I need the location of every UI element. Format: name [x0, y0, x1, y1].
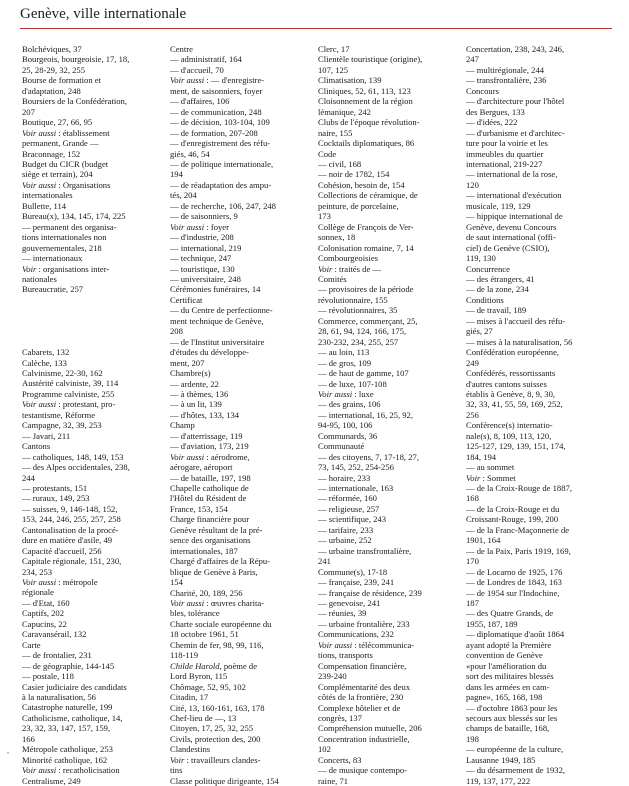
index-line: 119, 130	[466, 253, 496, 264]
index-line: Centralisme, 249	[22, 775, 81, 786]
index-line: Bullette, 114	[22, 200, 67, 211]
index-line: sort des militaires blessés	[466, 671, 554, 682]
index-line: — urbaine, 252	[318, 535, 372, 546]
index-line: Genève, devenu Concours	[466, 221, 557, 232]
index-line: — diplomatique d'août 1864	[466, 629, 565, 640]
index-line: 118-119	[170, 650, 199, 661]
index-line: — de travail, 189	[466, 305, 527, 316]
index-line: 94-95, 100, 106	[318, 420, 373, 431]
index-line: — d'architecture pour l'hôtel	[466, 96, 565, 107]
index-line: Voir : Sommet	[466, 472, 516, 483]
index-line: Concertation, 238, 243, 246,	[466, 44, 565, 54]
index-line: — de communication, 248	[170, 106, 262, 117]
index-line: — ruraux, 149, 253	[22, 493, 90, 504]
index-line: Lausanne 1949, 185	[466, 754, 536, 765]
index-line: Campagne, 32, 39, 253	[22, 420, 102, 431]
index-line: Collège de François de Ver-	[318, 221, 414, 232]
index-line: — internationale, 163	[318, 483, 394, 494]
index-line: Concurrence	[466, 263, 510, 274]
index-line: Bolchéviques, 37	[22, 44, 82, 54]
index-line: — international, 219	[170, 242, 242, 253]
index-line: Boutique, 27, 66, 95	[22, 117, 93, 128]
page-header-title: Genève, ville internationale	[20, 6, 187, 22]
index-line: Catholicisme, catholique, 14,	[22, 712, 123, 723]
index-line: ciel) de Genève (CSIO),	[466, 242, 550, 253]
index-line: Voir aussi : protestant, pro-	[22, 399, 116, 410]
index-line: — d'affaires, 106	[170, 96, 230, 107]
index-line: — française de résidence, 239	[318, 587, 422, 598]
index-line: — de Locarno de 1925, 176	[466, 566, 563, 577]
index-line: 18 octobre 1961, 51	[170, 629, 239, 640]
index-line: — d'atterrissage, 119	[170, 430, 243, 441]
index-line: — protestants, 151	[22, 482, 88, 493]
index-line: — hippique international de	[466, 211, 563, 222]
index-line: 184, 194	[466, 451, 497, 462]
index-line: Cohésion, besoin de, 154	[318, 179, 405, 190]
index-line: Voir aussi : — d'enregistre-	[170, 75, 265, 86]
index-line: 249	[466, 357, 479, 368]
index-line: — urbaine frontalière, 233	[318, 618, 410, 629]
index-line: tins	[170, 765, 183, 776]
index-line: — d'accueil, 70	[170, 64, 224, 75]
index-line: 166	[22, 733, 35, 744]
index-line: 23, 32, 33, 147, 157, 159,	[22, 723, 111, 734]
header-rule	[20, 28, 612, 29]
index-line: — française, 239, 241	[318, 577, 395, 588]
index-line: Voir aussi : métropole	[22, 577, 98, 588]
index-line	[22, 326, 169, 336]
index-line: testantisme, Réforme	[22, 409, 96, 420]
index-line: gouvernementales, 218	[22, 242, 102, 253]
index-line: révolutionnaire, 155	[318, 294, 388, 305]
index-line: international, 219-227	[466, 158, 543, 169]
index-line: — ardente, 22	[170, 378, 219, 389]
index-line: champs de bataille, 168,	[466, 723, 550, 734]
index-line: à la naturalisation, 56	[22, 692, 96, 703]
index-line: Citadin, 17	[170, 692, 209, 703]
index-line: immeubles du quartier	[466, 148, 544, 159]
index-line: 28, 61, 94, 124, 166, 175,	[318, 326, 407, 337]
index-line: régionale	[22, 587, 54, 598]
index-line: — au sommet	[466, 462, 515, 473]
index-line: — de décision, 103-104, 109	[170, 117, 270, 128]
index-line: — horaire, 233	[318, 472, 371, 483]
index-line: l'Hôtel du Résident de	[170, 493, 247, 504]
index-line: Bourgeois, bourgeoisie, 17, 18,	[22, 54, 130, 65]
index-line: Chemin de fer, 98, 99, 116,	[170, 639, 264, 650]
index-line: — de formation, 207-208	[170, 127, 258, 138]
index-line: Chapelle catholique de	[170, 483, 249, 494]
index-line: — d'enregistrement des réfu-	[170, 138, 271, 149]
index-line: Genève résultant de la pré-	[170, 524, 263, 535]
index-line: Conditions	[466, 294, 504, 305]
index-line: pagne», 165, 168, 198	[466, 692, 543, 703]
index-line: Cocktails diplomatiques, 86	[318, 138, 415, 149]
index-line: Communauté	[318, 441, 365, 452]
index-line: — réformée, 160	[318, 493, 377, 504]
index-line	[22, 295, 169, 305]
index-line: Voir : organisations inter-	[22, 263, 110, 274]
index-line: — administratif, 164	[170, 54, 242, 65]
index-line: permanent, Grande —	[22, 138, 99, 149]
index-line	[22, 305, 169, 315]
index-line: 256	[466, 409, 479, 420]
index-line: — des étrangers, 41	[466, 273, 535, 284]
index-line: — postale, 118	[22, 671, 74, 682]
index-line: — des Quatre Grands, de	[466, 608, 554, 619]
index-line: Croissant-Rouge, 199, 200	[466, 514, 559, 525]
index-line: 1901, 164	[466, 535, 501, 546]
index-line: 194	[170, 169, 183, 180]
index-line: 230-232, 234, 255, 257	[318, 336, 399, 347]
index-line: 239-240	[318, 671, 347, 682]
index-line: Conférence(s) internatio-	[466, 420, 553, 431]
index-line: 107, 125	[318, 64, 349, 75]
index-line: — d'urbanisme et d'architec-	[466, 127, 565, 138]
index-line: Childe Harold, poème de	[170, 660, 258, 671]
index-column-3	[318, 44, 465, 786]
index-line: ayant adopté la Première	[466, 639, 552, 650]
index-line: tions internationales non	[22, 232, 107, 243]
index-line: 120	[466, 179, 479, 190]
index-line: 170	[466, 556, 479, 567]
index-line: Minorité catholique, 162	[22, 754, 108, 765]
index-line: raine, 71	[318, 775, 349, 786]
index-line: — de 1954 sur l'Indochine,	[466, 587, 560, 598]
index-line: Concerts, 83	[318, 754, 362, 765]
index-line: — réunies, 39	[318, 608, 367, 619]
index-line: Caravansérail, 132	[22, 629, 87, 640]
index-line: ment, de saisonniers, foyer	[170, 85, 263, 96]
index-line: 234, 253	[22, 566, 53, 577]
index-line: — du désarmement de 1932,	[466, 765, 566, 776]
index-line: dans les armées en cam-	[466, 681, 550, 692]
corner-mark: •	[7, 751, 10, 757]
index-line: Cité, 13, 160-161, 163, 178	[170, 702, 265, 713]
index-line: Communards, 36	[318, 430, 378, 441]
index-line: — de gros, 109	[318, 357, 371, 368]
index-line: peinture, de porcelaine,	[318, 200, 399, 211]
index-line: — universitaire, 248	[170, 273, 241, 284]
index-line: — de musique contempo-	[318, 765, 408, 776]
index-line: — noir de 1782, 154	[318, 169, 390, 180]
index-line: Chef-lieu de —, 13	[170, 713, 237, 723]
index-line: secours aux blessés sur les	[466, 713, 558, 723]
index-line: — scientifique, 243	[318, 514, 387, 525]
index-line: — genevoise, 241	[318, 598, 381, 609]
index-line: — du Centre de perfectionne-	[170, 305, 273, 316]
index-line: bles, tolérance	[170, 608, 220, 619]
index-line: ment, 207	[170, 357, 205, 368]
index-line: — de la Paix, Paris 1919, 169,	[466, 545, 571, 556]
index-line: Cantonalisation de la procé-	[22, 524, 119, 535]
index-line: — européenne de la culture,	[466, 744, 564, 755]
index-line: — de la Croix-Rouge et du	[466, 503, 560, 514]
index-line: Voir aussi : recatholicisation	[22, 765, 120, 776]
index-line: — des citoyens, 7, 17-18, 27,	[318, 451, 419, 462]
index-line: 154	[170, 577, 183, 588]
index-line: Lord Byron, 115	[170, 671, 228, 682]
index-line: sence des organisations	[170, 535, 251, 546]
index-line: 198	[466, 733, 479, 744]
index-line: — international de la rose,	[466, 169, 558, 180]
index-line: — provisoires de la période	[318, 284, 414, 295]
index-line: Bureau(x), 134, 145, 174, 225	[22, 211, 126, 222]
index-line: — mises à l'accueil des réfu-	[466, 315, 566, 326]
index-line: d'autres cantons suisses	[466, 378, 547, 389]
index-line: 207	[22, 106, 35, 117]
index-line: Complémentarité des deux	[318, 681, 411, 692]
index-line: Collections de céramique, de	[318, 190, 418, 201]
index-line: — d'octobre 1863 pour les	[466, 702, 558, 713]
index-line: Certificat	[170, 294, 203, 305]
index-line: Austérité calviniste, 39, 114	[22, 378, 119, 389]
index-line: giés, 27	[466, 326, 493, 337]
index-line: giés, 46, 54	[170, 148, 210, 159]
index-line: Cloisonnement de la région	[318, 96, 413, 107]
index-line: «pour l'amélioration du	[466, 660, 547, 671]
index-line: — de la zone, 234	[466, 284, 529, 295]
index-line: Compensation financière,	[318, 660, 407, 671]
index-line: Bourse de formation et	[22, 75, 101, 86]
index-line: Chargé d'affaires de la Répu-	[170, 556, 271, 567]
index-line: Chômage, 52, 95, 102	[170, 681, 246, 692]
index-line: Métropole catholique, 253	[22, 744, 113, 755]
index-line: — de la Croix-Rouge de 1887,	[466, 483, 572, 494]
index-line: — d'industrie, 208	[170, 232, 234, 243]
index-line: musicale, 119, 129	[466, 200, 531, 211]
index-line: — tarifaire, 233	[318, 524, 374, 535]
index-line: 168	[466, 493, 479, 504]
index-line: Voir aussi : foyer	[170, 221, 229, 232]
index-line: — catholiques, 148, 149, 153	[22, 451, 124, 462]
index-column-2	[170, 44, 317, 786]
index-line: aérogare, aéroport	[170, 462, 233, 473]
index-line: — de réadaptation des ampu-	[170, 179, 272, 190]
index-line: blique de Genève à Paris,	[170, 566, 258, 577]
index-line: congrès, 137	[318, 713, 362, 723]
index-line: Captifs, 202	[22, 608, 65, 619]
index-line: 25, 28-29, 32, 255	[22, 64, 86, 75]
index-line: 32, 33, 41, 55, 59, 169, 252,	[466, 399, 563, 410]
index-line: naire, 155	[318, 127, 353, 138]
index-line: Commerce, commerçant, 25,	[318, 315, 418, 326]
index-line: ment technique de Genève,	[170, 315, 264, 326]
index-line: 125-127, 129, 139, 151, 174,	[466, 441, 566, 452]
index-line: Comités	[318, 273, 347, 284]
index-line: 187	[466, 598, 479, 609]
index-line: — de géographie, 144-145	[22, 660, 115, 671]
index-line: tions, transports	[318, 650, 373, 661]
index-line: Chambre(s)	[170, 368, 211, 379]
index-line: — à thèmes, 136	[170, 388, 229, 399]
index-line: — d'aviation, 173, 219	[170, 441, 249, 452]
index-line: Charité, 20, 189, 256	[170, 587, 243, 598]
index-line: Cérémonies funéraires, 14	[170, 284, 261, 295]
index-line: Capitale régionale, 151, 230,	[22, 556, 122, 567]
index-line: Catastrophe naturelle, 199	[22, 702, 113, 713]
index-line: — Javari, 211	[22, 430, 71, 441]
index-line: — urbaine transfrontalière,	[318, 545, 412, 556]
index-line: internationales	[22, 190, 73, 201]
index-line: — de haut de gamme, 107	[318, 368, 409, 379]
index-line: Voir aussi : œuvres charita-	[170, 598, 265, 609]
index-line: Charte sociale européenne du	[170, 618, 272, 629]
index-line: Calvinisme, 22-30, 162	[22, 367, 103, 378]
index-line: nale(s), 8, 109, 113, 120,	[466, 430, 552, 441]
index-line: Casier judiciaire des candidats	[22, 681, 127, 692]
index-line: Climatisation, 139	[318, 75, 382, 86]
index-column-4	[466, 44, 613, 786]
index-line	[22, 316, 169, 326]
index-line: Voir aussi : aérodrome,	[170, 451, 250, 462]
index-line: — de frontalier, 231	[22, 650, 92, 661]
index-line: Classe politique dirigeante, 154	[170, 775, 279, 786]
index-line: côtés de la frontière, 230	[318, 692, 404, 703]
index-line: sonnex, 18	[318, 232, 356, 243]
index-line: — technique, 247	[170, 253, 232, 264]
index-line: Charge financière pour	[170, 514, 250, 525]
index-line: nationales	[22, 273, 57, 284]
index-line: Concentration industrielle,	[318, 733, 410, 744]
index-line: Clerc, 17	[318, 44, 350, 54]
index-line: — internationaux	[22, 253, 83, 264]
index-line: — d'Etat, 160	[22, 597, 70, 608]
index-line: — révolutionnaires, 35	[318, 305, 398, 316]
index-line: — de saisonniers, 9	[170, 211, 238, 222]
index-line: lémanique, 242	[318, 106, 371, 117]
index-line: Voir aussi : établissement	[22, 127, 110, 138]
index-line: Budget du CICR (budget	[22, 158, 109, 169]
index-line: — à un lit, 139	[170, 399, 222, 410]
index-line: — de Londres de 1843, 163	[466, 577, 562, 588]
index-line: Voir aussi : télécommunica-	[318, 639, 415, 650]
index-line: — mises à la naturalisation, 56	[466, 336, 573, 347]
index-line: établis à Genève, 8, 9, 30,	[466, 388, 556, 399]
index-line: Concours	[466, 85, 499, 96]
index-line: 1955, 187, 189	[466, 618, 518, 629]
index-line: d'études du développe-	[170, 347, 249, 358]
index-line: internationales, 187	[170, 545, 238, 556]
index-line: 73, 145, 252, 254-256	[318, 462, 394, 473]
index-line: — d'hôtes, 133, 134	[170, 409, 240, 420]
index-line: Clubs de l'époque révolution-	[318, 117, 420, 128]
index-line: France, 153, 154	[170, 503, 228, 514]
index-line: Centre	[170, 44, 193, 54]
index-line: Commune(s), 17-18	[318, 566, 388, 577]
index-line: — des grains, 106	[318, 399, 381, 410]
index-line: — international d'exécution	[466, 190, 562, 201]
index-line: 153, 244, 246, 255, 257, 258	[22, 514, 121, 525]
index-line: 208	[170, 326, 183, 337]
index-line: Carte	[22, 639, 41, 650]
index-line: Confédérés, ressortissants	[466, 368, 556, 379]
index-line: Cabarets, 132	[22, 347, 70, 358]
index-line: Capucins, 22	[22, 618, 67, 629]
index-line: dure en matière d'asile, 49	[22, 535, 113, 546]
index-line: Bureaucratie, 257	[22, 284, 84, 295]
index-line: 247	[466, 54, 479, 65]
index-line: ture pour la voirie et les	[466, 138, 548, 149]
index-line: convention de Genève	[466, 650, 543, 661]
index-line: d'adaptation, 248	[22, 85, 81, 96]
index-line: Programme calviniste, 255	[22, 388, 115, 399]
index-line: Voir aussi : Organisations	[22, 179, 111, 190]
index-line: — de luxe, 107-108	[318, 378, 387, 389]
index-line: — d'idées, 222	[466, 117, 518, 128]
index-line: Voir : traités de —	[318, 263, 382, 274]
index-line: des Bergues, 133	[466, 106, 525, 117]
index-line: Boursiers de la Confédération,	[22, 96, 128, 107]
index-line: — des Alpes occidentales, 238,	[22, 462, 130, 473]
index-line: 241	[318, 556, 331, 567]
index-line: — de la Franc-Maçonnerie de	[466, 524, 570, 535]
index-line: — touristique, 130	[170, 263, 235, 274]
index-line: Calèche, 133	[22, 357, 67, 368]
index-line: 102	[318, 744, 331, 755]
index-line: — de bataille, 197, 198	[170, 472, 251, 483]
index-line: — de l'Institut universitaire	[170, 336, 265, 347]
index-line: 173	[318, 211, 331, 222]
index-line: Voir aussi : luxe	[318, 388, 374, 399]
index-line: Civils, protection des, 200	[170, 733, 261, 744]
index-line: de saut international (offi-	[466, 232, 556, 243]
index-line: Clandestins	[170, 744, 211, 755]
index-line: Complexe hôtelier et de	[318, 702, 401, 713]
index-line: Colonisation romaine, 7, 14	[318, 242, 414, 253]
index-line: Voir : travailleurs clandes-	[170, 754, 261, 765]
index-line: — de politique internationale,	[170, 158, 274, 169]
index-line: — suisses, 9, 146-148, 152,	[22, 503, 118, 514]
index-line: Code	[318, 148, 337, 159]
index-line: Cliniques, 52, 61, 113, 123	[318, 85, 411, 96]
index-line: Combourgeoisies	[318, 253, 378, 264]
index-column-1	[22, 44, 169, 786]
index-line: — permanent des organisa-	[22, 221, 117, 232]
index-line: 244	[22, 472, 35, 483]
index-line: Confédération européenne,	[466, 347, 560, 358]
index-line: siège et terrain), 204	[22, 169, 93, 180]
index-line: Citoyen, 17, 25, 32, 255	[170, 723, 254, 734]
index-line: Champ	[170, 420, 195, 431]
index-line: 119, 137, 177, 222	[466, 775, 531, 786]
index-line: — de recherche, 106, 247, 248	[170, 200, 276, 211]
index-line: — religieuse, 257	[318, 503, 380, 514]
index-line: — civil, 168	[318, 158, 362, 169]
index-line: — transfrontalière, 236	[466, 75, 547, 86]
index-line: Communications, 232	[318, 629, 394, 640]
index-line: — international, 16, 25, 92,	[318, 409, 413, 420]
index-line: Clientèle touristique (origine),	[318, 54, 423, 65]
index-line: — au loin, 113	[318, 347, 370, 358]
index-line: Compréhension mutuelle, 206	[318, 723, 422, 734]
index-line: Capacité d'accueil, 256	[22, 545, 102, 556]
index-line: — multirégionale, 244	[466, 64, 545, 75]
index-line: tés, 204	[170, 190, 197, 201]
index-line: Cantons	[22, 441, 51, 452]
index-line: Braconnage, 152	[22, 148, 81, 159]
index-line	[22, 337, 169, 347]
